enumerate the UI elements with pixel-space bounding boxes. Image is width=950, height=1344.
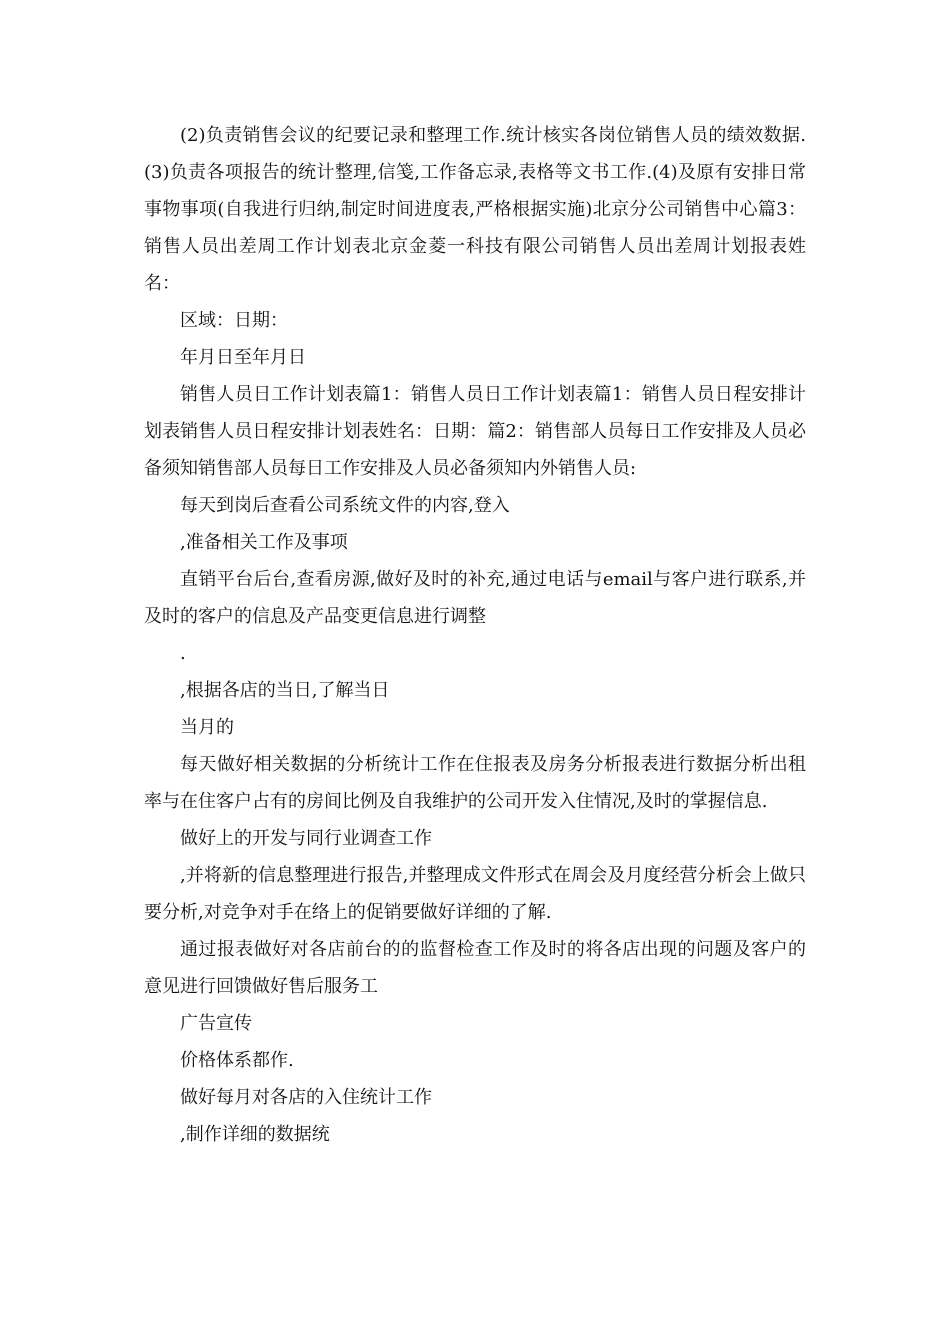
paragraph: 销售人员日工作计划表篇1：销售人员日工作计划表篇1：销售人员日程安排计划表销售人员日程安排计划表姓名：日期：篇2：销售部人员每日工作安排及人员必备须知销售部人员每日工作安排及人员必备须知内外销售人员: <box>144 384 806 479</box>
paragraph: 当月的 <box>180 717 234 738</box>
paragraph: 区域：日期： <box>180 310 288 331</box>
paragraph: ,并将新的信息整理进行报告,并整理成文件形式在周会及月度经营分析会上做只要分析,对竞争对手在络上的促销要做好详细的了解. <box>144 865 806 923</box>
paragraph: ,制作详细的数据统 <box>180 1124 330 1145</box>
paragraph: 做好每月对各店的入住统计工作 <box>180 1087 432 1108</box>
paragraph: ,根据各店的当日,了解当日 <box>180 680 390 701</box>
paragraph: 年月日至年月日 <box>180 347 306 368</box>
paragraph: 每天做好相关数据的分析统计工作在住报表及房务分析报表进行数据分析出租率与在住客户占有的房间比例及自我维护的公司开发入住情况,及时的掌握信息. <box>144 754 806 812</box>
paragraph: . <box>180 643 186 664</box>
paragraph: 每天到岗后查看公司系统文件的内容,登入 <box>180 495 510 516</box>
paragraph: 通过报表做好对各店前台的的监督检查工作及时的将各店出现的问题及客户的意见进行回馈做好售后服务工 <box>144 939 806 997</box>
paragraph: (2)负责销售会议的纪要记录和整理工作.统计核实各岗位销售人员的绩效数据.(3)负责各项报告的统计整理,信笺,工作备忘录,表格等文书工作.(4)及原有安排日常事物事项(自我进行归纳,制定时间进度表,严格根据实施)北京分公司销售中心篇3：销售人员出差周工作计划表北京金菱一科技有限公司销售人员出差周计划报表姓名： <box>144 125 806 294</box>
document-body <box>144 117 806 1153</box>
paragraph: 做好上的开发与同行业调查工作 <box>180 828 432 849</box>
paragraph: 价格体系都作. <box>180 1050 294 1071</box>
paragraph: 直销平台后台,查看房源,做好及时的补充,通过电话与email与客户进行联系,并及时的客户的信息及产品变更信息进行调整 <box>144 569 806 627</box>
paragraph: 广告宣传 <box>180 1013 252 1034</box>
paragraph: ,准备相关工作及事项 <box>180 532 348 553</box>
